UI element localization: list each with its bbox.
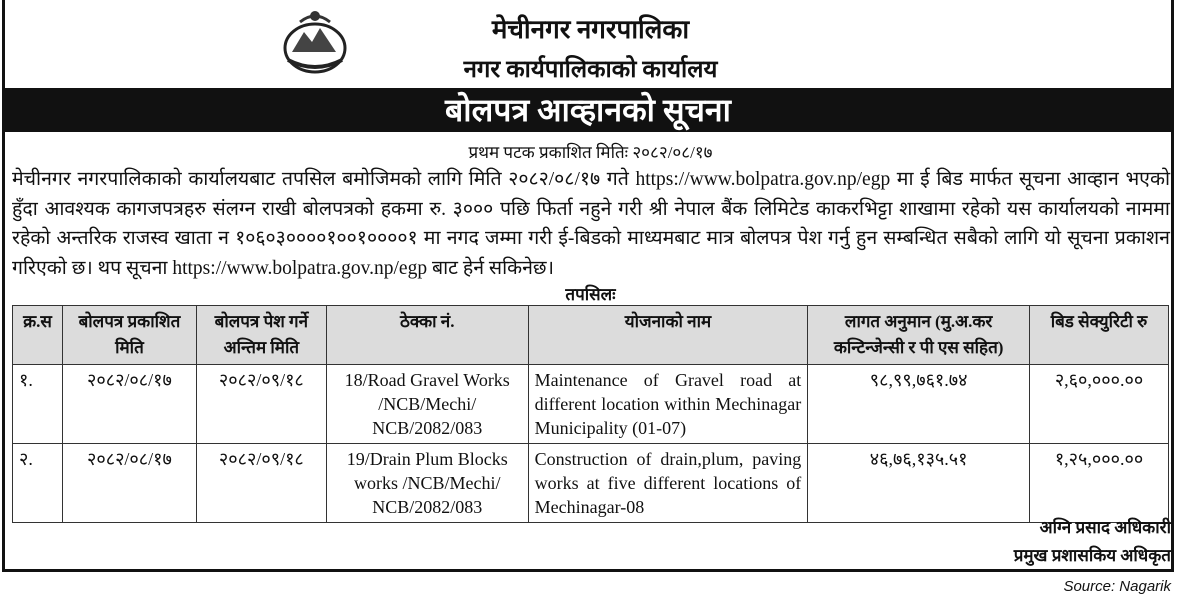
source-credit: Source: Nagarik	[1063, 578, 1171, 595]
cell-sn: १.	[13, 365, 63, 444]
header-bid-security: बिड सेक्युरिटी रु	[1030, 306, 1169, 365]
header-deadline: बोलपत्र पेश गर्ने अन्तिम मिति	[196, 306, 326, 365]
notice-title: बोलपत्र आव्हानको सूचना	[2, 88, 1174, 132]
header-published-date: बोलपत्र प्रकाशित मिति	[62, 306, 196, 365]
office-name: नगर कार्यपालिकाको कार्यालय	[463, 57, 718, 83]
cell-cost-estimate: ४६,७६,१३५.५१	[808, 444, 1030, 523]
cell-bid-security: २,६०,०००.००	[1030, 365, 1169, 444]
details-heading: तपसिलः	[565, 285, 616, 304]
header-cost-estimate: लागत अनुमान (मु.अ.कर कन्टिन्जेन्सी र पी एस सहित)	[808, 306, 1030, 365]
table-header-row	[13, 306, 1169, 365]
notice-paragraph: मेचीनगर नगरपालिकाको कार्यालयबाट तपसिल बमोजिमको लागि मिति २०८२/०८/१७ गते https://www.bolpatra.gov.np/egp मा ई बिड मार्फत सूचना आव्हान भएको हुँदा आवश्यक कागजपत्रहरु संलग्न राखी बोलपत्रको हकमा रु. ३००० पछि फिर्ता नहुने गरी श्री नेपाल बैंक लिमिटेड काकरभिट्टा शाखामा रहेको यस कार्यालयको नाममा रहेको अन्तरिक राजस्व खाता न १०६०३००००१००१००००१ मा नगद जम्मा गरी ई-बिडको माध्यमबाट मात्र बोलपत्र पेश गर्नु हुन सम्बन्धित सबैको लागि यो सूचना प्रकाशन गरिएको छ। थप सूचना https://www.bolpatra.gov.np/egp बाट हेर्न सकिनेछ।	[12, 169, 1170, 279]
cell-deadline: २०८२/०९/१८	[196, 444, 326, 523]
first-published-date: प्रथम पटक प्रकाशित मितिः २०८२/०८/१७	[468, 143, 713, 162]
header-sn: क्र.स	[13, 306, 63, 365]
signatory-name: अग्नि प्रसाद अधिकारी	[1039, 518, 1171, 537]
cell-project-name: Construction of drain,plum, paving works at five different locations of Mechinagar-08	[528, 444, 808, 523]
table-row	[13, 365, 1169, 444]
cell-sn: २.	[13, 444, 63, 523]
tender-table	[12, 305, 1169, 523]
table-row	[13, 444, 1169, 523]
cell-deadline: २०८२/०९/१८	[196, 365, 326, 444]
cell-contract-no: 18/Road Gravel Works /NCB/Mechi/ NCB/2082/083	[326, 365, 528, 444]
header-contract-no: ठेक्का नं.	[326, 306, 528, 365]
cell-project-name: Maintenance of Gravel road at different location within Mechinagar Municipality (01-07)	[528, 365, 808, 444]
municipality-name: मेचीनगर नगरपालिका	[491, 15, 690, 44]
cell-cost-estimate: ९८,९९,७६१.७४	[808, 365, 1030, 444]
signatory-designation: प्रमुख प्रशासकिय अधिकृत	[1013, 546, 1171, 565]
cell-published-date: २०८२/०८/१७	[62, 444, 196, 523]
cell-contract-no: 19/Drain Plum Blocks works /NCB/Mechi/ NCB/2082/083	[326, 444, 528, 523]
cell-bid-security: १,२५,०००.००	[1030, 444, 1169, 523]
cell-published-date: २०८२/०८/१७	[62, 365, 196, 444]
header-project-name: योजनाको नाम	[528, 306, 808, 365]
